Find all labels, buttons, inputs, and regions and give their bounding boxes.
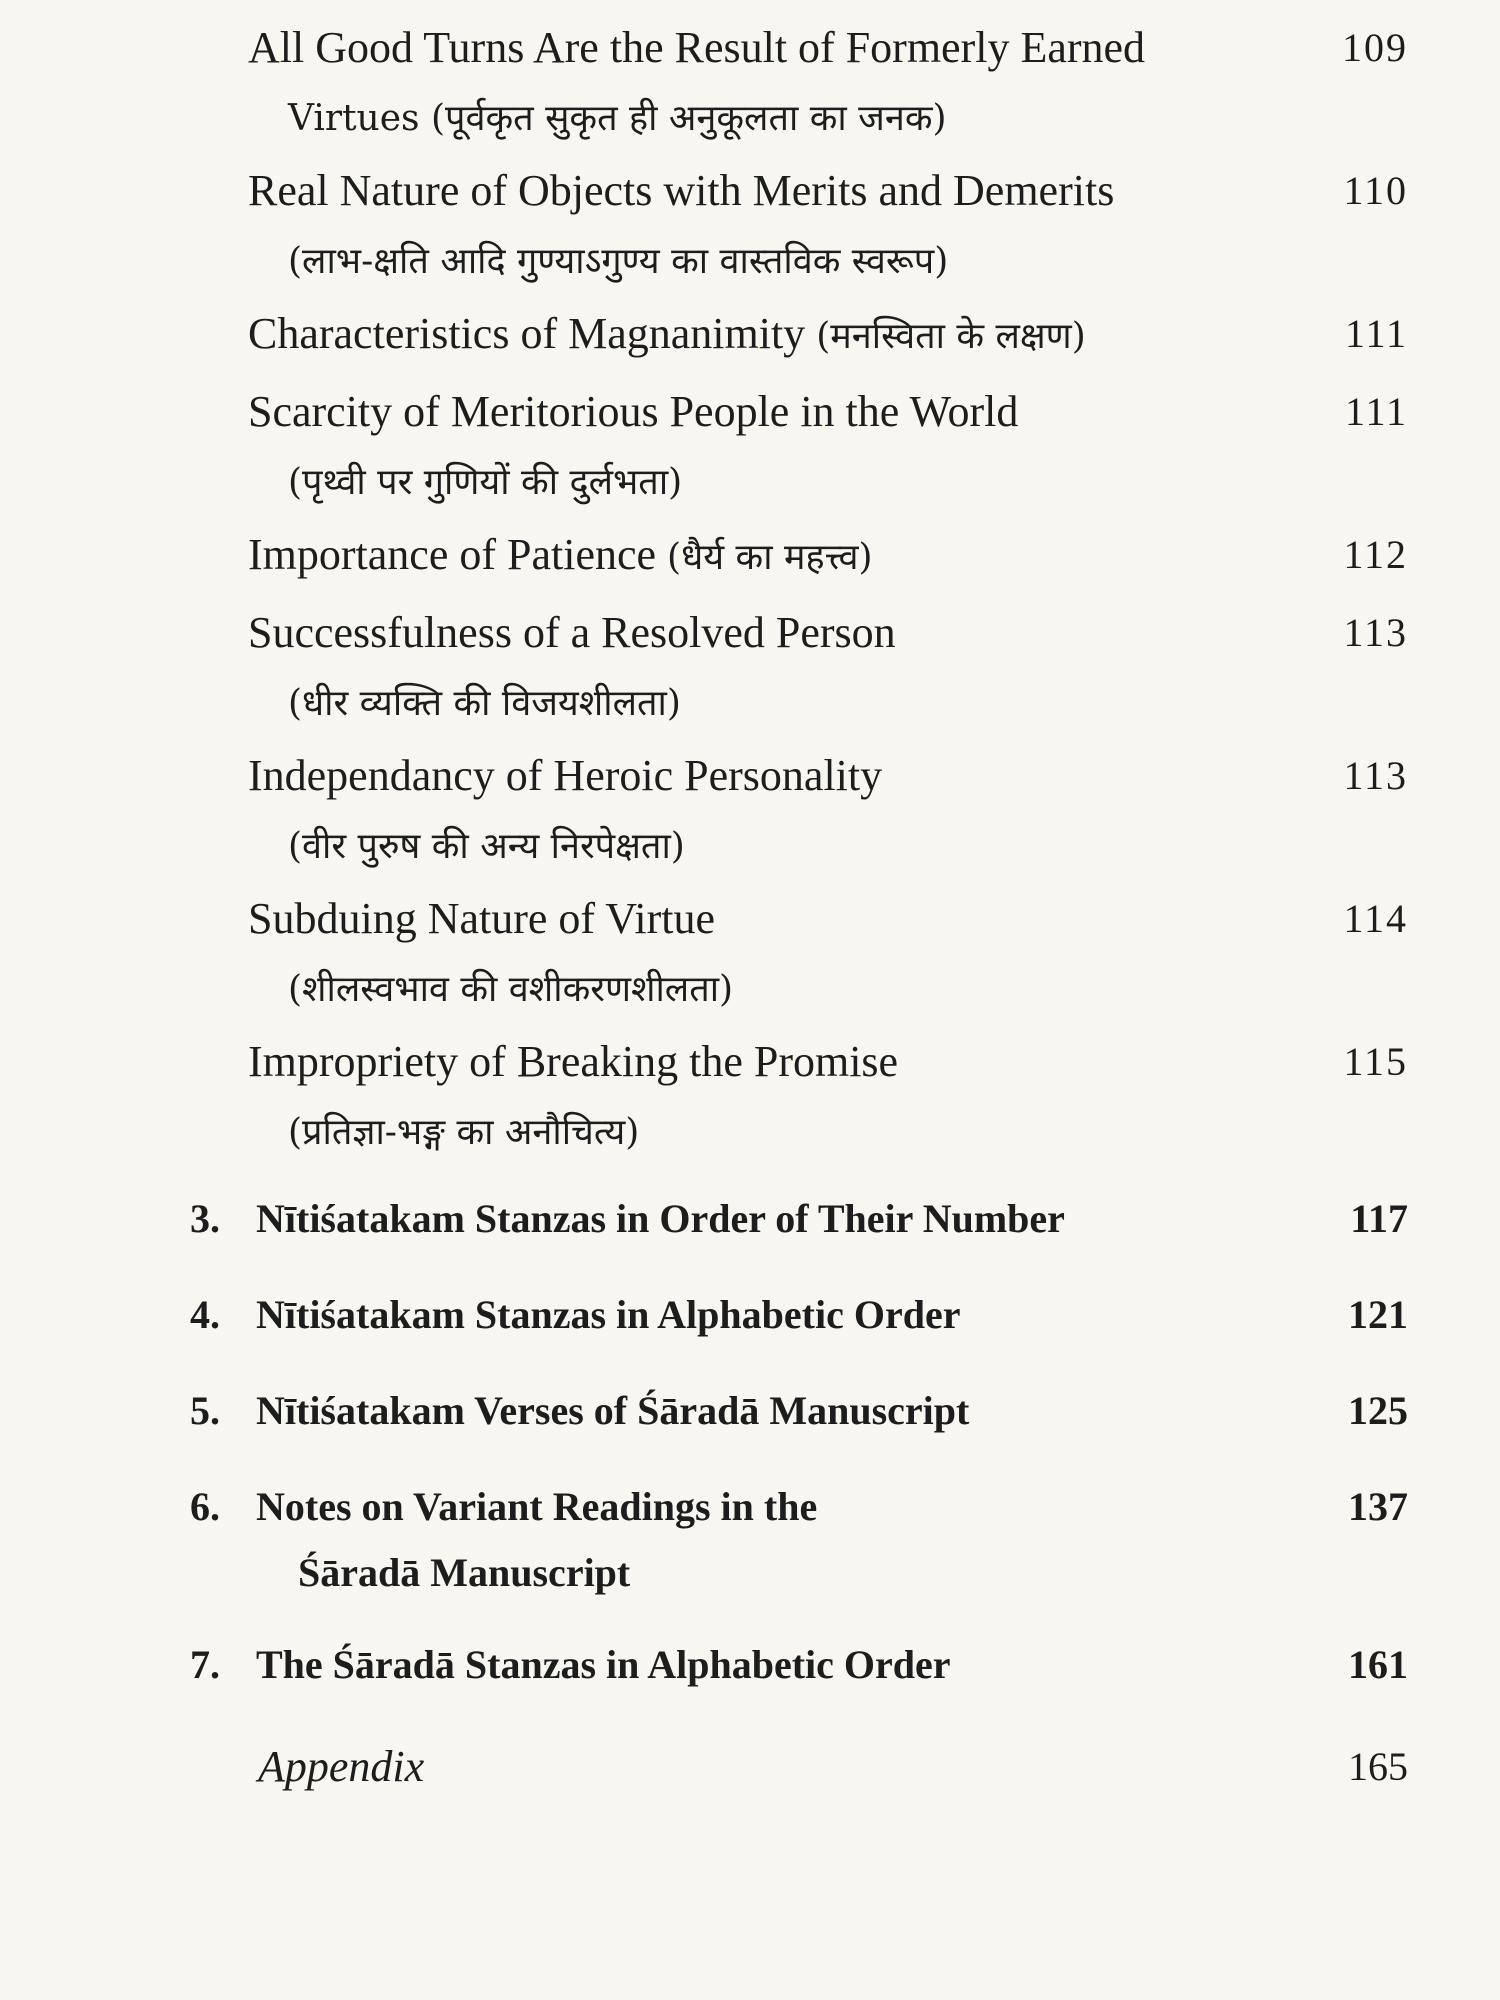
subentry-page-number: 111 <box>1344 389 1408 434</box>
subentry-hindi: (प्रतिज्ञा-भङ्ग का अनौचित्य) <box>288 1112 640 1153</box>
chapter-title-continued: Śāradā Manuscript <box>298 1550 631 1595</box>
chapter-title: Nītiśatakam Stanzas in Alphabetic Order <box>256 1292 961 1337</box>
subentry-hindi: (धीर व्यक्ति की विजयशीलता) <box>288 683 681 724</box>
chapter-page-number: 117 <box>1350 1196 1408 1241</box>
toc-subentry <box>248 12 1408 154</box>
chapter-page-number: 137 <box>1348 1484 1408 1529</box>
chapter-number: 3. <box>190 1196 220 1241</box>
toc-subentry <box>248 1026 1408 1168</box>
toc-subentry <box>248 740 1408 882</box>
appendix-title: Appendix <box>258 1742 425 1791</box>
subentry-page-number: 115 <box>1343 1039 1408 1084</box>
subentry-hindi: (पृथ्वी पर गुणियों की दुर्लभता) <box>288 462 683 503</box>
subentry-page-number: 109 <box>1342 25 1408 70</box>
subentry-title: Independancy of Heroic Personality <box>248 751 883 800</box>
subentry-title: Subduing Nature of Virtue <box>248 894 716 943</box>
chapter-number: 4. <box>190 1292 220 1337</box>
subentry-title: Successfulness of a Resolved Person <box>248 608 896 657</box>
chapter-title: Nītiśatakam Stanzas in Order of Their Number <box>256 1196 1065 1241</box>
subentry-hindi: (वीर पुरुष की अन्य निरपेक्षता) <box>288 826 685 867</box>
subentry-page-number: 112 <box>1343 532 1408 577</box>
toc-subentry <box>248 597 1408 739</box>
toc-appendix <box>258 1734 1408 1800</box>
subentry-title-text: Importance of Patience <box>248 530 657 579</box>
chapter-page-number: 121 <box>1348 1292 1408 1337</box>
subentry-hindi: (लाभ-क्षति आदि गुण्याऽगुण्य का वास्तविक स्वरूप) <box>288 241 949 282</box>
subentry-title: All Good Turns Are the Result of Formerly Earned <box>248 23 1146 72</box>
toc-subentry <box>248 155 1408 297</box>
subentry-title: Scarcity of Meritorious People in the World <box>248 387 1019 436</box>
chapter-title: Notes on Variant Readings in the <box>256 1484 818 1529</box>
chapter-title: The Śāradā Stanzas in Alphabetic Order <box>256 1642 951 1687</box>
subentry-page-number: 110 <box>1343 168 1408 213</box>
toc-subentry <box>248 298 1408 372</box>
chapter-title: Nītiśatakam Verses of Śāradā Manuscript <box>256 1388 970 1433</box>
subentry-page-number: 113 <box>1343 753 1408 798</box>
subentry-page-number: 114 <box>1343 896 1408 941</box>
subentry-page-number: 113 <box>1343 610 1408 655</box>
subentry-title-text: Characteristics of Magnanimity <box>248 309 806 358</box>
subentry-hindi: (मनस्विता के लक्षण) <box>816 316 1086 357</box>
toc-subentry <box>248 376 1408 518</box>
chapter-number: 7. <box>190 1642 220 1687</box>
subentry-hindi: (शीलस्वभाव की वशीकरणशीलता) <box>288 969 734 1010</box>
subentry-title <box>248 519 1408 593</box>
subentry-title: Real Nature of Objects with Merits and Demerits <box>248 166 1115 215</box>
subentry-page-number: 111 <box>1344 311 1408 356</box>
subentry-hindi: Virtues (पूर्वकृत सुकृत ही अनुकूलता का जनक) <box>288 98 947 139</box>
toc-subentry <box>248 519 1408 593</box>
chapter-number: 5. <box>190 1388 220 1433</box>
toc-subentry <box>248 883 1408 1025</box>
chapter-page-number: 161 <box>1348 1642 1408 1687</box>
subentry-title <box>248 298 1408 372</box>
chapter-page-number: 125 <box>1348 1388 1408 1433</box>
chapter-number: 6. <box>190 1484 220 1529</box>
subentry-title: Impropriety of Breaking the Promise <box>248 1037 899 1086</box>
appendix-page-number: 165 <box>1348 1744 1408 1789</box>
subentry-hindi: (धैर्य का महत्त्व) <box>667 537 873 578</box>
